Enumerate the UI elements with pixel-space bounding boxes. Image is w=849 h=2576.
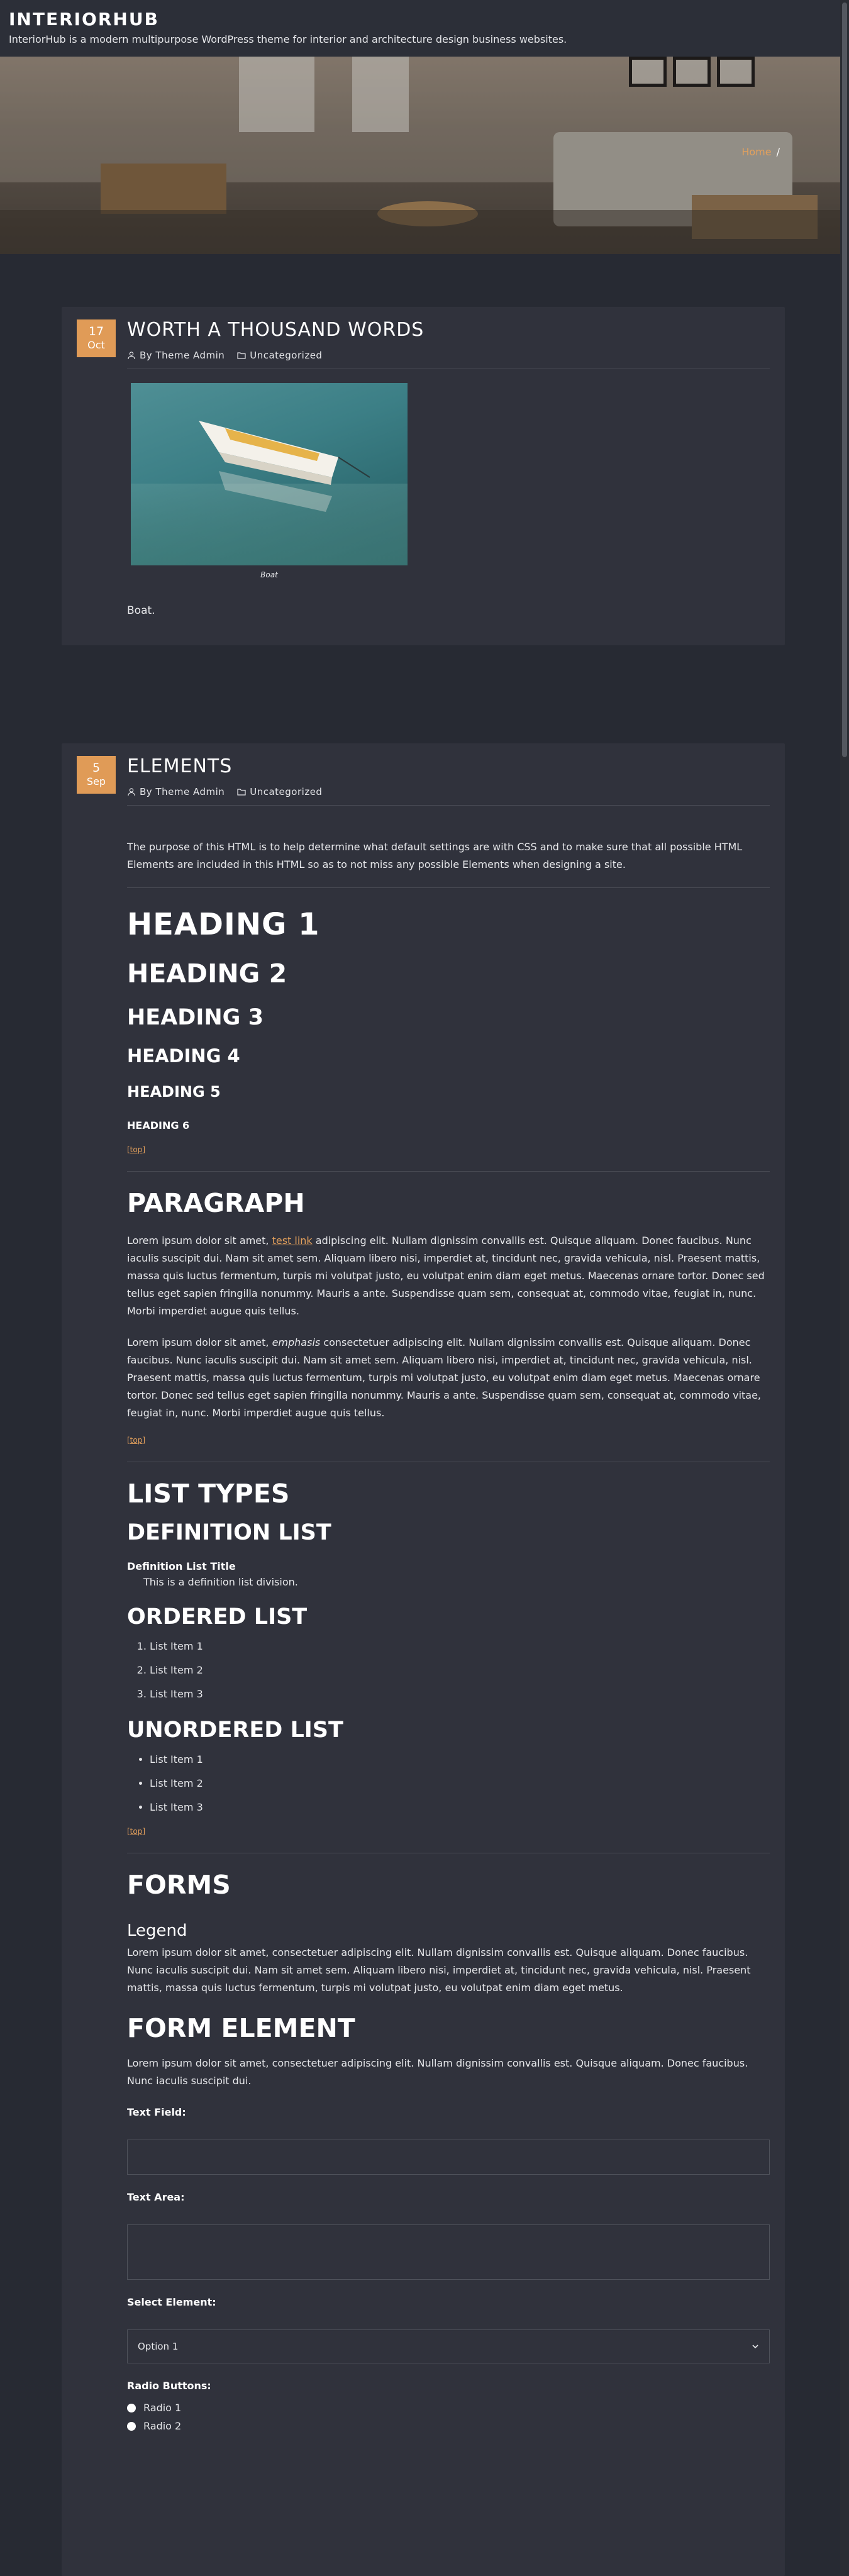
user-icon [127, 351, 136, 360]
hero-banner [0, 57, 840, 254]
ordered-list [127, 1640, 770, 1701]
post-title[interactable]: WORTH A THOUSAND WORDS [127, 319, 425, 341]
radio-option-label: Radio 2 [143, 2420, 182, 2432]
select-value: Option 1 [138, 2341, 179, 2352]
folder-icon [237, 787, 246, 796]
text-field-input[interactable] [127, 2140, 770, 2175]
list-item: • List Item 1 [150, 1753, 770, 1767]
post-body [127, 319, 770, 617]
heading-2: HEADING 2 [127, 958, 287, 989]
post-author[interactable] [127, 350, 225, 361]
heading-3: HEADING 3 [127, 1005, 264, 1030]
post-date-day: 17 [88, 325, 104, 338]
post-card [62, 307, 785, 645]
form-element-text: Lorem ipsum dolor sit amet, consectetuer adipiscing elit. Nullam dignissim convallis est. Quisque aliquam. Donec faucibus. Nunc iaculis suscipit dui. [127, 2057, 748, 2087]
list-item: • List Item 2 [150, 1777, 770, 1790]
list-item: 1. List Item 1 [150, 1640, 770, 1653]
text-field-label: Text Field: [127, 2106, 186, 2118]
select-element[interactable] [127, 2329, 770, 2363]
breadcrumb-separator: / [776, 146, 780, 158]
post-figure [131, 383, 408, 579]
post-category-label: Uncategorized [250, 786, 323, 797]
radio-label: Radio Buttons: [127, 2380, 211, 2392]
post-author-label: By Theme Admin [140, 786, 225, 797]
user-icon [127, 787, 136, 796]
top-link[interactable]: [top] [127, 1436, 146, 1445]
post-date-month: Sep [86, 775, 106, 787]
site-description: InteriorHub is a modern multipurpose WordPress theme for interior and architecture design business websites. [9, 33, 567, 45]
post-date-month: Oct [87, 339, 105, 351]
post-author[interactable] [127, 786, 225, 797]
paragraph-title: PARAGRAPH [127, 1188, 305, 1218]
paragraph-text [127, 1232, 770, 1320]
paragraph-text-segment: consectetuer adipiscing elit. Nullam dignissim convallis est. Quisque aliquam. Donec faucibus. Nunc iaculis suscipit dui. Nam sit amet sem. Aliquam libero nisi, imperdiet at, tincidunt nec, gravida vehicula, nisl. Praesent mattis, massa quis luctus fermentum, turpis mi volutpat justo, eu volutpat enim diam eget metus. Maecenas ornare tortor. Donec sed tellus eget sapien fringilla nonummy. Mauris a ante. Suspendisse quam sem, consequat at, commodo vitae, feugiat in, nunc. Morbi imperdiet augue quis tellus. [127, 1336, 762, 1419]
radio-dot[interactable] [127, 2422, 136, 2431]
select-label: Select Element: [127, 2296, 216, 2308]
definition-term: Definition List Title [127, 1560, 236, 1572]
form-element-title: FORM ELEMENT [127, 2013, 355, 2043]
list-item: • List Item 3 [150, 1801, 770, 1814]
forms-title: FORMS [127, 1870, 231, 1900]
text-area-label: Text Area: [127, 2191, 185, 2203]
post-text: Boat. [127, 604, 155, 617]
post-meta [127, 786, 770, 797]
post-meta [127, 350, 770, 361]
paragraph-text-segment: Lorem ipsum dolor sit amet, [127, 1336, 272, 1348]
boat-image [131, 383, 408, 565]
radio-option[interactable] [127, 2402, 770, 2414]
forms-text: Lorem ipsum dolor sit amet, consectetuer adipiscing elit. Nullam dignissim convallis est. Quisque aliquam. Donec faucibus. Nunc iaculis suscipit dui. Nam sit amet sem. Aliquam libero nisi, imperdiet at, tincidunt nec, gravida vehicula, nisl. Praesent mattis, massa quis luctus fermentum, turpis mi volutpat justo, eu volutpat enim diam eget metus. [127, 1946, 751, 1994]
post-title[interactable]: ELEMENTS [127, 755, 233, 777]
radio-option-label: Radio 1 [143, 2402, 182, 2414]
post-category[interactable] [237, 350, 322, 361]
text-area-input[interactable] [127, 2224, 770, 2280]
post-date-day: 5 [92, 761, 101, 775]
divider [127, 805, 770, 806]
definition-list [127, 1560, 770, 1588]
list-item: 3. List Item 3 [150, 1687, 770, 1701]
post-date-badge [77, 319, 116, 357]
heading-1: HEADING 1 [127, 907, 320, 942]
post-body [127, 756, 770, 2432]
divider [127, 1171, 770, 1172]
intro-text: The purpose of this HTML is to help determine what default settings are with CSS and to make sure that all possible HTML Elements are included in this HTML so as to not miss any possible Elements when designing a site. [127, 841, 743, 870]
form-legend: Legend [127, 1921, 187, 1940]
test-link[interactable]: test link [272, 1235, 313, 1246]
post-category[interactable] [237, 786, 322, 797]
figure-caption: Boat [260, 570, 278, 579]
heading-5: HEADING 5 [127, 1083, 221, 1101]
page-scrollbar[interactable] [840, 0, 849, 2576]
heading-6: HEADING 6 [127, 1119, 190, 1131]
radio-option[interactable] [127, 2420, 770, 2432]
ordered-list-title: ORDERED LIST [127, 1604, 308, 1629]
post-date-badge [77, 756, 116, 794]
paragraph-text-segment: adipiscing elit. Nullam dignissim convallis est. Quisque aliquam. Donec faucibus. Nunc iaculis suscipit dui. Nam sit amet sem. Aliquam libero nisi, imperdiet at, tincidunt nec, gravida vehicula, nisl. Praesent mattis, massa quis luctus fermentum, turpis mi volutpat justo, eu volutpat enim diam eget metus. Maecenas ornare tortor. Donec sed tellus eget sapien fringilla nonummy. Mauris a ante. Suspendisse quam sem, consequat at, commodo vitae, feugiat in, nunc. Morbi imperdiet augue quis tellus. [127, 1235, 765, 1317]
post-author-label: By Theme Admin [140, 350, 225, 361]
heading-4: HEADING 4 [127, 1045, 240, 1067]
breadcrumb-home-link[interactable]: Home [741, 146, 772, 158]
emphasis-text: emphasis [272, 1336, 321, 1348]
definition-description: This is a definition list division. [143, 1576, 298, 1588]
folder-icon [237, 351, 246, 360]
definition-list-title: DEFINITION LIST [127, 1520, 331, 1545]
unordered-list-title: UNORDERED LIST [127, 1718, 343, 1743]
post-card [62, 743, 785, 2576]
boat-illustration [131, 383, 408, 565]
paragraph-text [127, 1334, 770, 1422]
site-title-link[interactable]: INTERIORHUB [9, 9, 159, 30]
list-item: 2. List Item 2 [150, 1663, 770, 1677]
scrollbar-thumb[interactable] [842, 3, 847, 757]
breadcrumb [741, 146, 780, 158]
radio-dot[interactable] [127, 2404, 136, 2412]
top-link[interactable]: [top] [127, 1827, 146, 1836]
list-types-title: LIST TYPES [127, 1479, 290, 1509]
hero-shade [0, 57, 840, 254]
site-header [0, 0, 840, 57]
post-category-label: Uncategorized [250, 350, 323, 361]
chevron-down-icon [752, 2343, 759, 2350]
top-link[interactable]: [top] [127, 1145, 146, 1154]
divider [127, 887, 770, 888]
radio-group [127, 2402, 770, 2432]
paragraph-text-segment: Lorem ipsum dolor sit amet, [127, 1235, 272, 1246]
unordered-list [127, 1753, 770, 1814]
